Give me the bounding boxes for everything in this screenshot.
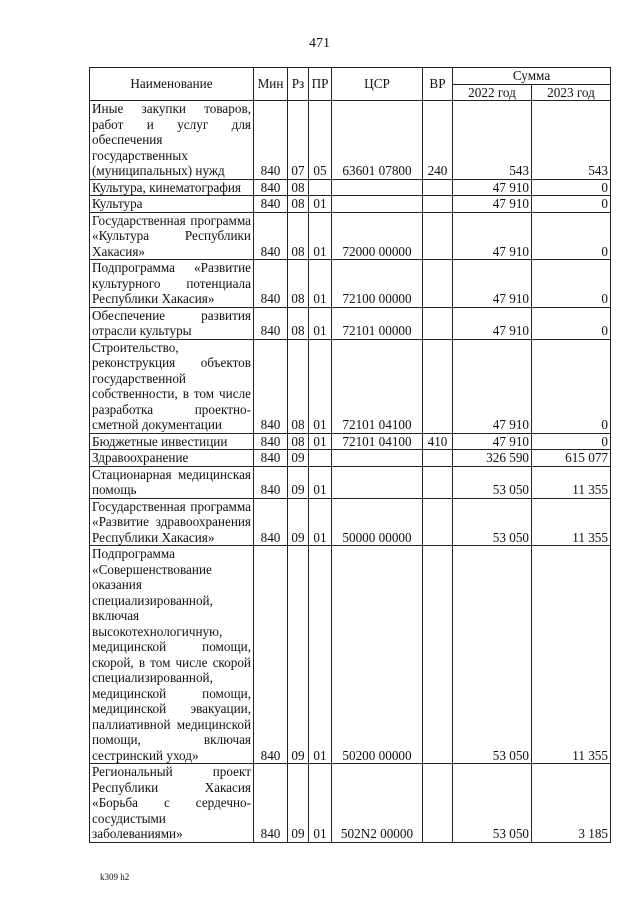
table-row bbox=[90, 179, 611, 196]
cell-sum-2023: 615 077 bbox=[532, 450, 611, 467]
cell-rz: 09 bbox=[288, 466, 309, 498]
cell-name: Подпрограмма «Совершенствование оказания специализированной, включая высокотехнологичную, медицинской помощи, скорой, в том числе скорой специализированной, медицинской помощи, медицинской эвакуации, паллиативной медицинской помощи, включая сестринский уход» bbox=[90, 546, 254, 764]
cell-sum-2023: 11 355 bbox=[532, 498, 611, 546]
cell-sum-2023: 0 bbox=[532, 307, 611, 339]
table-row bbox=[90, 212, 611, 260]
cell-vr bbox=[423, 498, 453, 546]
cell-vr bbox=[423, 307, 453, 339]
table-row bbox=[90, 260, 611, 308]
cell-pr: 01 bbox=[309, 546, 332, 764]
cell-sum-2022: 53 050 bbox=[453, 466, 532, 498]
table-row bbox=[90, 196, 611, 213]
cell-csr: 502N2 00000 bbox=[332, 764, 423, 843]
cell-rz: 09 bbox=[288, 764, 309, 843]
footer-code: k309 h2 bbox=[100, 872, 130, 882]
header-year-2023: 2023 год bbox=[532, 84, 611, 101]
cell-name: Стационарная медицинская помощь bbox=[90, 466, 254, 498]
cell-name: Бюджетные инвестиции bbox=[90, 433, 254, 450]
cell-min: 840 bbox=[254, 546, 288, 764]
table-row bbox=[90, 498, 611, 546]
cell-min: 840 bbox=[254, 196, 288, 213]
header-rz: Рз bbox=[288, 68, 309, 101]
cell-min: 840 bbox=[254, 307, 288, 339]
cell-rz: 08 bbox=[288, 212, 309, 260]
header-min: Мин bbox=[254, 68, 288, 101]
cell-min: 840 bbox=[254, 466, 288, 498]
cell-pr: 01 bbox=[309, 260, 332, 308]
cell-pr: 05 bbox=[309, 101, 332, 180]
table-row bbox=[90, 546, 611, 764]
cell-min: 840 bbox=[254, 179, 288, 196]
cell-csr: 72101 00000 bbox=[332, 307, 423, 339]
cell-pr bbox=[309, 450, 332, 467]
cell-pr: 01 bbox=[309, 498, 332, 546]
cell-name: Строительство, реконструкция объектов государственной собственности, в том числе разработка проектно-сметной документации bbox=[90, 339, 254, 433]
cell-sum-2022: 47 910 bbox=[453, 339, 532, 433]
cell-name: Культура bbox=[90, 196, 254, 213]
cell-sum-2023: 11 355 bbox=[532, 466, 611, 498]
cell-sum-2023: 0 bbox=[532, 260, 611, 308]
cell-pr: 01 bbox=[309, 433, 332, 450]
table-body bbox=[90, 101, 611, 843]
cell-rz: 08 bbox=[288, 196, 309, 213]
cell-rz: 08 bbox=[288, 307, 309, 339]
header-name: Наименование bbox=[90, 68, 254, 101]
cell-sum-2022: 53 050 bbox=[453, 546, 532, 764]
table-row bbox=[90, 764, 611, 843]
cell-min: 840 bbox=[254, 450, 288, 467]
cell-pr: 01 bbox=[309, 466, 332, 498]
cell-min: 840 bbox=[254, 498, 288, 546]
cell-sum-2023: 0 bbox=[532, 212, 611, 260]
cell-csr: 50200 00000 bbox=[332, 546, 423, 764]
cell-sum-2022: 326 590 bbox=[453, 450, 532, 467]
cell-vr: 240 bbox=[423, 101, 453, 180]
cell-min: 840 bbox=[254, 433, 288, 450]
table-row bbox=[90, 101, 611, 180]
cell-sum-2023: 543 bbox=[532, 101, 611, 180]
cell-vr bbox=[423, 450, 453, 467]
header-sum: Сумма bbox=[453, 68, 611, 85]
cell-rz: 07 bbox=[288, 101, 309, 180]
cell-name: Здравоохранение bbox=[90, 450, 254, 467]
cell-name: Иные закупки товаров, работ и услуг для обеспечения государственных (муниципальных) нужд bbox=[90, 101, 254, 180]
cell-rz: 08 bbox=[288, 260, 309, 308]
cell-name: Культура, кинематография bbox=[90, 179, 254, 196]
table-row bbox=[90, 466, 611, 498]
cell-rz: 09 bbox=[288, 498, 309, 546]
cell-min: 840 bbox=[254, 339, 288, 433]
cell-vr bbox=[423, 260, 453, 308]
cell-csr: 63601 07800 bbox=[332, 101, 423, 180]
cell-min: 840 bbox=[254, 764, 288, 843]
table-row bbox=[90, 307, 611, 339]
header-csr: ЦСР bbox=[332, 68, 423, 101]
cell-sum-2022: 543 bbox=[453, 101, 532, 180]
cell-sum-2023: 0 bbox=[532, 339, 611, 433]
cell-csr: 72000 00000 bbox=[332, 212, 423, 260]
budget-table bbox=[89, 67, 611, 843]
cell-sum-2022: 47 910 bbox=[453, 179, 532, 196]
cell-csr: 72101 04100 bbox=[332, 433, 423, 450]
cell-rz: 08 bbox=[288, 339, 309, 433]
cell-sum-2023: 0 bbox=[532, 433, 611, 450]
cell-pr bbox=[309, 179, 332, 196]
cell-sum-2022: 47 910 bbox=[453, 212, 532, 260]
cell-csr: 50000 00000 bbox=[332, 498, 423, 546]
table-row bbox=[90, 339, 611, 433]
cell-csr bbox=[332, 196, 423, 213]
page-number: 471 bbox=[309, 36, 330, 51]
cell-sum-2022: 47 910 bbox=[453, 196, 532, 213]
cell-sum-2023: 0 bbox=[532, 179, 611, 196]
cell-vr bbox=[423, 466, 453, 498]
header-vr: ВР bbox=[423, 68, 453, 101]
cell-min: 840 bbox=[254, 260, 288, 308]
cell-sum-2022: 53 050 bbox=[453, 764, 532, 843]
cell-sum-2022: 47 910 bbox=[453, 307, 532, 339]
cell-pr: 01 bbox=[309, 196, 332, 213]
cell-csr bbox=[332, 466, 423, 498]
cell-sum-2023: 11 355 bbox=[532, 546, 611, 764]
header-pr: ПР bbox=[309, 68, 332, 101]
cell-pr: 01 bbox=[309, 307, 332, 339]
cell-name: Государственная программа «Развитие здравоохранения Республики Хакасия» bbox=[90, 498, 254, 546]
cell-min: 840 bbox=[254, 101, 288, 180]
cell-vr bbox=[423, 764, 453, 843]
cell-name: Региональный проект Республики Хакасия «Борьба с сердечно-сосудистыми заболеваниями» bbox=[90, 764, 254, 843]
cell-sum-2022: 53 050 bbox=[453, 498, 532, 546]
cell-pr: 01 bbox=[309, 764, 332, 843]
cell-rz: 08 bbox=[288, 433, 309, 450]
cell-sum-2022: 47 910 bbox=[453, 260, 532, 308]
cell-vr: 410 bbox=[423, 433, 453, 450]
table-row bbox=[90, 450, 611, 467]
cell-csr: 72100 00000 bbox=[332, 260, 423, 308]
cell-pr: 01 bbox=[309, 339, 332, 433]
cell-rz: 09 bbox=[288, 450, 309, 467]
cell-name: Подпрограмма «Развитие культурного потенциала Республики Хакасия» bbox=[90, 260, 254, 308]
cell-csr bbox=[332, 450, 423, 467]
table-row bbox=[90, 433, 611, 450]
cell-name: Обеспечение развития отрасли культуры bbox=[90, 307, 254, 339]
cell-vr bbox=[423, 179, 453, 196]
cell-sum-2023: 0 bbox=[532, 196, 611, 213]
cell-vr bbox=[423, 546, 453, 764]
cell-sum-2022: 47 910 bbox=[453, 433, 532, 450]
cell-rz: 09 bbox=[288, 546, 309, 764]
cell-csr: 72101 04100 bbox=[332, 339, 423, 433]
header-year-2022: 2022 год bbox=[453, 84, 532, 101]
cell-csr bbox=[332, 179, 423, 196]
cell-min: 840 bbox=[254, 212, 288, 260]
cell-rz: 08 bbox=[288, 179, 309, 196]
cell-vr bbox=[423, 212, 453, 260]
cell-vr bbox=[423, 196, 453, 213]
cell-vr bbox=[423, 339, 453, 433]
cell-pr: 01 bbox=[309, 212, 332, 260]
cell-sum-2023: 3 185 bbox=[532, 764, 611, 843]
cell-name: Государственная программа «Культура Республики Хакасия» bbox=[90, 212, 254, 260]
